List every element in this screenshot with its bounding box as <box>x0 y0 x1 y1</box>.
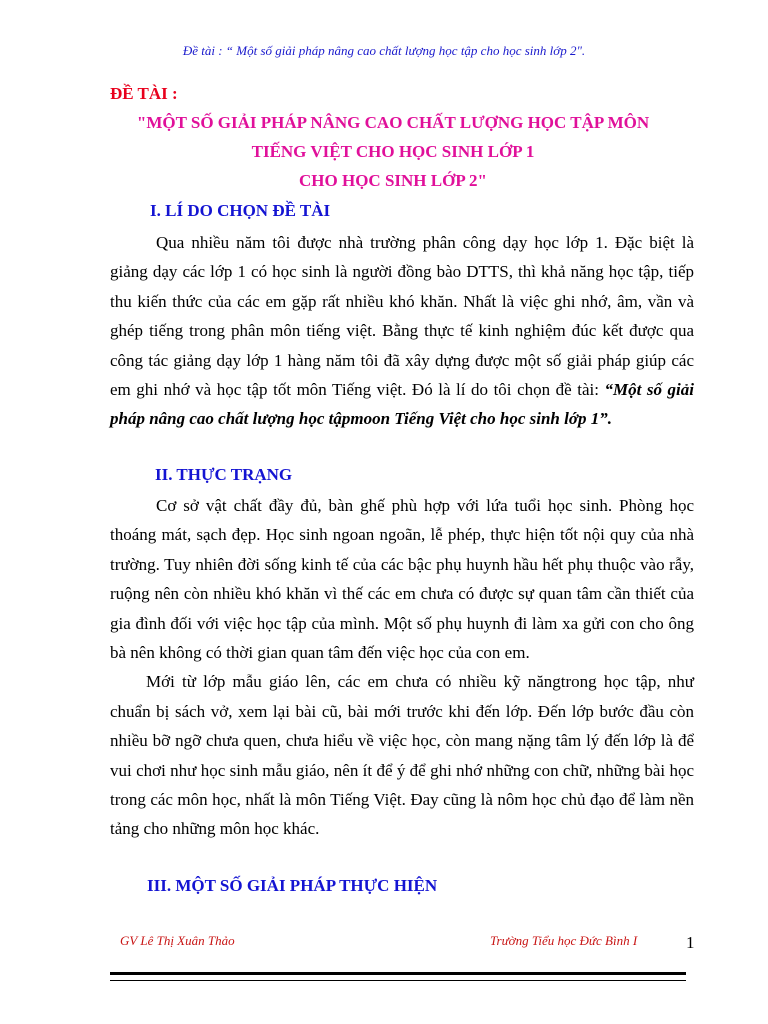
footer-school: Trường Tiểu học Đức Bình I <box>490 933 638 948</box>
running-header: Đề tài : “ Một số giải pháp nâng cao chất lượng học tập cho học sinh lớp 2". <box>182 43 586 58</box>
footer-author: GV Lê Thị Xuân Thảo <box>120 933 235 948</box>
page-number: 1 <box>686 933 695 952</box>
topic-title: “Một số giải pháp nâng cao chất lượng học tậpmoon Tiếng Việt cho học sinh lớp 1”. <box>110 380 695 429</box>
title-label: ĐỀ TÀI : <box>110 84 178 103</box>
section-1-body <box>110 228 694 434</box>
section-2-body <box>110 491 694 844</box>
section-2-paragraph-1: Cơ sở vật chất đầy đủ, bàn ghế phù hợp với lứa tuổi học sinh. Phòng học thoáng mát, sạch đẹp. Học sinh ngoan ngoãn, lễ phép, thực hiện tốt nội quy của nhà trường. Tuy nhiên đời sống kinh tế của các bậc phụ huynh hầu hết phụ thuộc vào rẫy, ruộng nên còn nhiều khó khăn vì thế các em chưa có được sự quan tâm cần thiết của gia đình đối với việc học tập của mình. Một số phụ huynh đi làm xa gửi con cho ông bà nên không có thời gian quan tâm đến việc học của con em. <box>110 496 694 663</box>
section-1-heading: I. LÍ DO CHỌN ĐỀ TÀI <box>150 201 331 220</box>
title-line-3: CHO HỌC SINH LỚP 2" <box>299 171 487 190</box>
section-1-text: Qua nhiều năm tôi được nhà trường phân công dạy học lớp 1. Đặc biệt là giảng dạy các lớp 1 có học sinh là người đồng bào DTTS, thì khả năng học tập, tiếp thu kiến thức của các em gặp rất nhiều khó khăn. Nhất là việc ghi nhớ, âm, vần và ghép tiếng trong phân môn tiếng việt. Bằng thực tế kinh nghiệm đúc kết được qua công tác giảng dạy lớp 1 hàng năm tôi đã xây dựng được một số giải pháp giúp các em ghi nhớ và học tập tốt môn Tiếng việt. Đó là lí do tôi chọn đề tài: <box>110 233 694 400</box>
footer-rule-thin <box>110 980 686 981</box>
title-line-2: TIẾNG VIỆT CHO HỌC SINH LỚP 1 <box>251 142 535 161</box>
footer-rule-thick <box>110 972 686 975</box>
title-line-1: "MỘT SỐ GIẢI PHÁP NÂNG CAO CHẤT LƯỢNG HỌC TẬP MÔN <box>136 113 650 132</box>
section-3-heading: III. MỘT SỐ GIẢI PHÁP THỰC HIỆN <box>147 876 438 895</box>
section-2-paragraph-2: Mới từ lớp mẫu giáo lên, các em chưa có nhiều kỹ năngtrong học tập, như chuẩn bị sách vở, xem lại bài cũ, bài mới trước khi đến lớp. Đến lớp bước đầu còn nhiều bỡ ngỡ chưa quen, chưa hiểu về việc học, còn mang nặng tâm lý đến lớp là để vui chơi như học sinh mẫu giáo, nên ít để ý để ghi nhớ những con chữ, những bài học trong các môn học, nhất là môn Tiếng Việt. Đay cũng là nôm học chủ đạo để làm nền tảng cho những môn học khác. <box>110 672 694 839</box>
section-2-heading: II. THỰC TRẠNG <box>155 465 293 484</box>
